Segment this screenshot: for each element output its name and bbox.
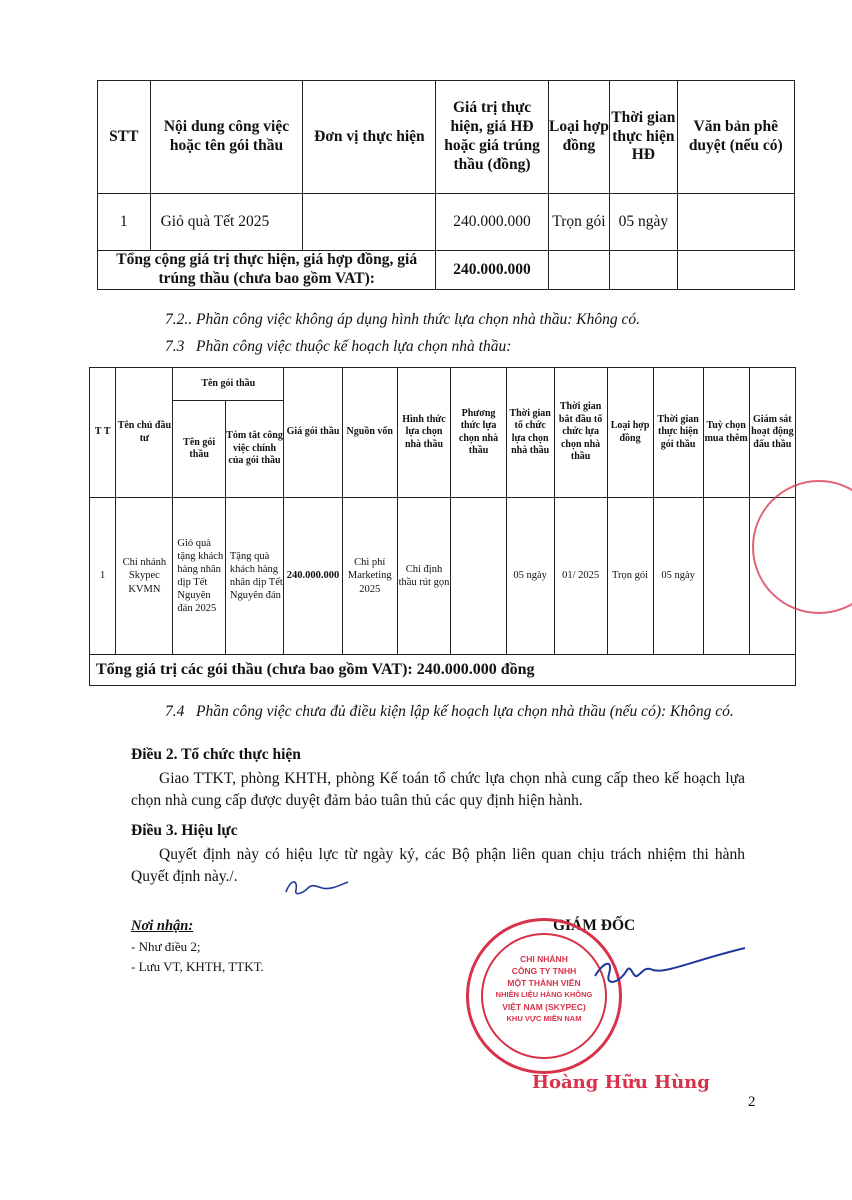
cell-tt: 1 (90, 498, 116, 655)
contract-value-table (97, 80, 795, 290)
header-value: Giá trị thực hiện, giá HĐ hoặc giá trúng thầu (đồng) (436, 81, 548, 194)
header-start: Thời gian bắt đầu tổ chức lựa chọn nhà thầu (554, 368, 607, 498)
total-label: Tổng cộng giá trị thực hiện, giá hợp đồng, giá trúng thầu (chưa bao gồm VAT): (98, 251, 436, 290)
article-2-text: Giao TTKT, phòng KHTH, phòng Kế toán tổ chức lựa chọn nhà cung cấp theo kế hoạch lựa chọn nhà cung cấp được duyệt đảm bảo tuân thủ các quy định hiện hành. (131, 770, 745, 809)
table-header-row (90, 368, 796, 401)
section-7-3: 7.3 Phần công việc thuộc kế hoạch lựa chọn nhà thầu: (165, 338, 512, 355)
header-contract: Loại hợp đồng (607, 368, 653, 498)
table-total-row (98, 251, 795, 290)
cell-duration: 05 ngày (506, 498, 554, 655)
header-method: Phương thức lựa chọn nhà thầu (451, 368, 506, 498)
director-signature (575, 940, 755, 1000)
recipients-title: Nơi nhận: (131, 918, 194, 934)
cell-summary: Tặng quà khách hàng nhân dịp Tết Nguyên đán (225, 498, 283, 655)
signer-name: Hoàng Hữu Hùng (532, 1072, 710, 1093)
header-package-group: Tên gói thầu (173, 368, 284, 401)
header-form: Hình thức lựa chọn nhà thầu (397, 368, 451, 498)
stamp-line: VIỆT NAM (SKYPEC) (502, 1002, 586, 1012)
table-header-row (98, 81, 795, 194)
procurement-plan-table (89, 367, 796, 686)
header-duration: Thời gian tổ chức lựa chọn nhà thầu (506, 368, 554, 498)
header-unit: Đơn vị thực hiện (303, 81, 436, 194)
table-row (98, 194, 795, 251)
cell-owner: Chi nhánh Skypec KVMN (116, 498, 173, 655)
article-3-title: Điều 3. Hiệu lực (131, 822, 238, 839)
stamp-line: KHU VỰC MIỀN NAM (506, 1014, 582, 1023)
section-7-2: 7.2.. Phần công việc không áp dụng hình thức lựa chọn nhà thầu: Không có. (165, 311, 640, 328)
signer-title: GIÁM ĐỐC (553, 917, 636, 934)
header-owner: Tên chủ đầu tư (116, 368, 173, 498)
cell-package-name: Giỏ quà tặng khách hàng nhân dịp Tết Nguyên đán 2025 (173, 498, 225, 655)
header-exec: Thời gian thực hiện gói thầu (653, 368, 703, 498)
initial-signature (282, 874, 352, 900)
article-3-text: Quyết định này có hiệu lực từ ngày ký, các Bộ phận liên quan chịu trách nhiệm thi hành Quyết định này./. (131, 846, 745, 885)
table-row (90, 498, 796, 655)
header-source: Nguồn vốn (342, 368, 397, 498)
cell-time: 05 ngày (610, 194, 677, 251)
cell-exec: 05 ngày (653, 498, 703, 655)
cell-content: Giỏ quà Tết 2025 (150, 194, 303, 251)
cell-value: 240.000.000 (436, 194, 548, 251)
header-summary: Tóm tắt công việc chính của gói thầu (225, 401, 283, 498)
header-tt: T T (90, 368, 116, 498)
cell-stt: 1 (98, 194, 151, 251)
header-package-name: Tên gói thầu (173, 401, 225, 498)
cell-start: 01/ 2025 (554, 498, 607, 655)
cell-source: Chi phí Marketing 2025 (342, 498, 397, 655)
article-2-title: Điều 2. Tổ chức thực hiện (131, 746, 301, 763)
header-supervise: Giám sát hoạt động đấu thầu (749, 368, 795, 498)
header-content: Nội dung công việc hoặc tên gói thầu (150, 81, 303, 194)
cell-option (703, 498, 749, 655)
stamp-line: MỘT THÀNH VIÊN (507, 978, 581, 988)
page-number: 2 (748, 1094, 756, 1110)
stamp-line: CÔNG TY TNHH (511, 966, 577, 976)
total-value: 240.000.000 (436, 251, 548, 290)
stamp-line: CHI NHÁNH (520, 954, 568, 964)
cell-unit (303, 194, 436, 251)
header-approval: Văn bản phê duyệt (nếu có) (677, 81, 795, 194)
header-time: Thời gian thực hiện HĐ (610, 81, 677, 194)
list-item: - Lưu VT, KHTH, TTKT. (131, 959, 264, 974)
header-option: Tuỳ chọn mua thêm (703, 368, 749, 498)
header-stt: STT (98, 81, 151, 194)
header-contract-type: Loại hợp đồng (548, 81, 609, 194)
recipients-list (131, 937, 264, 977)
total-text: Tổng giá trị các gói thầu (chưa bao gồm VAT): 240.000.000 đồng (90, 655, 796, 686)
section-7-4: 7.4 Phần công việc chưa đủ điều kiện lập kế hoạch lựa chọn nhà thầu (nếu có): Không có. (165, 703, 734, 720)
list-item: - Như điều 2; (131, 939, 201, 954)
stamp-line: NHIÊN LIỆU HÀNG KHÔNG (495, 990, 593, 999)
cell-contract-type: Trọn gói (548, 194, 609, 251)
cell-approval (677, 194, 795, 251)
cell-method (451, 498, 506, 655)
cell-contract: Trọn gói (607, 498, 653, 655)
cell-form: Chỉ định thầu rút gọn (397, 498, 451, 655)
table-total-row (90, 655, 796, 686)
cell-price: 240.000.000 (284, 498, 343, 655)
header-price: Giá gói thầu (284, 368, 343, 498)
